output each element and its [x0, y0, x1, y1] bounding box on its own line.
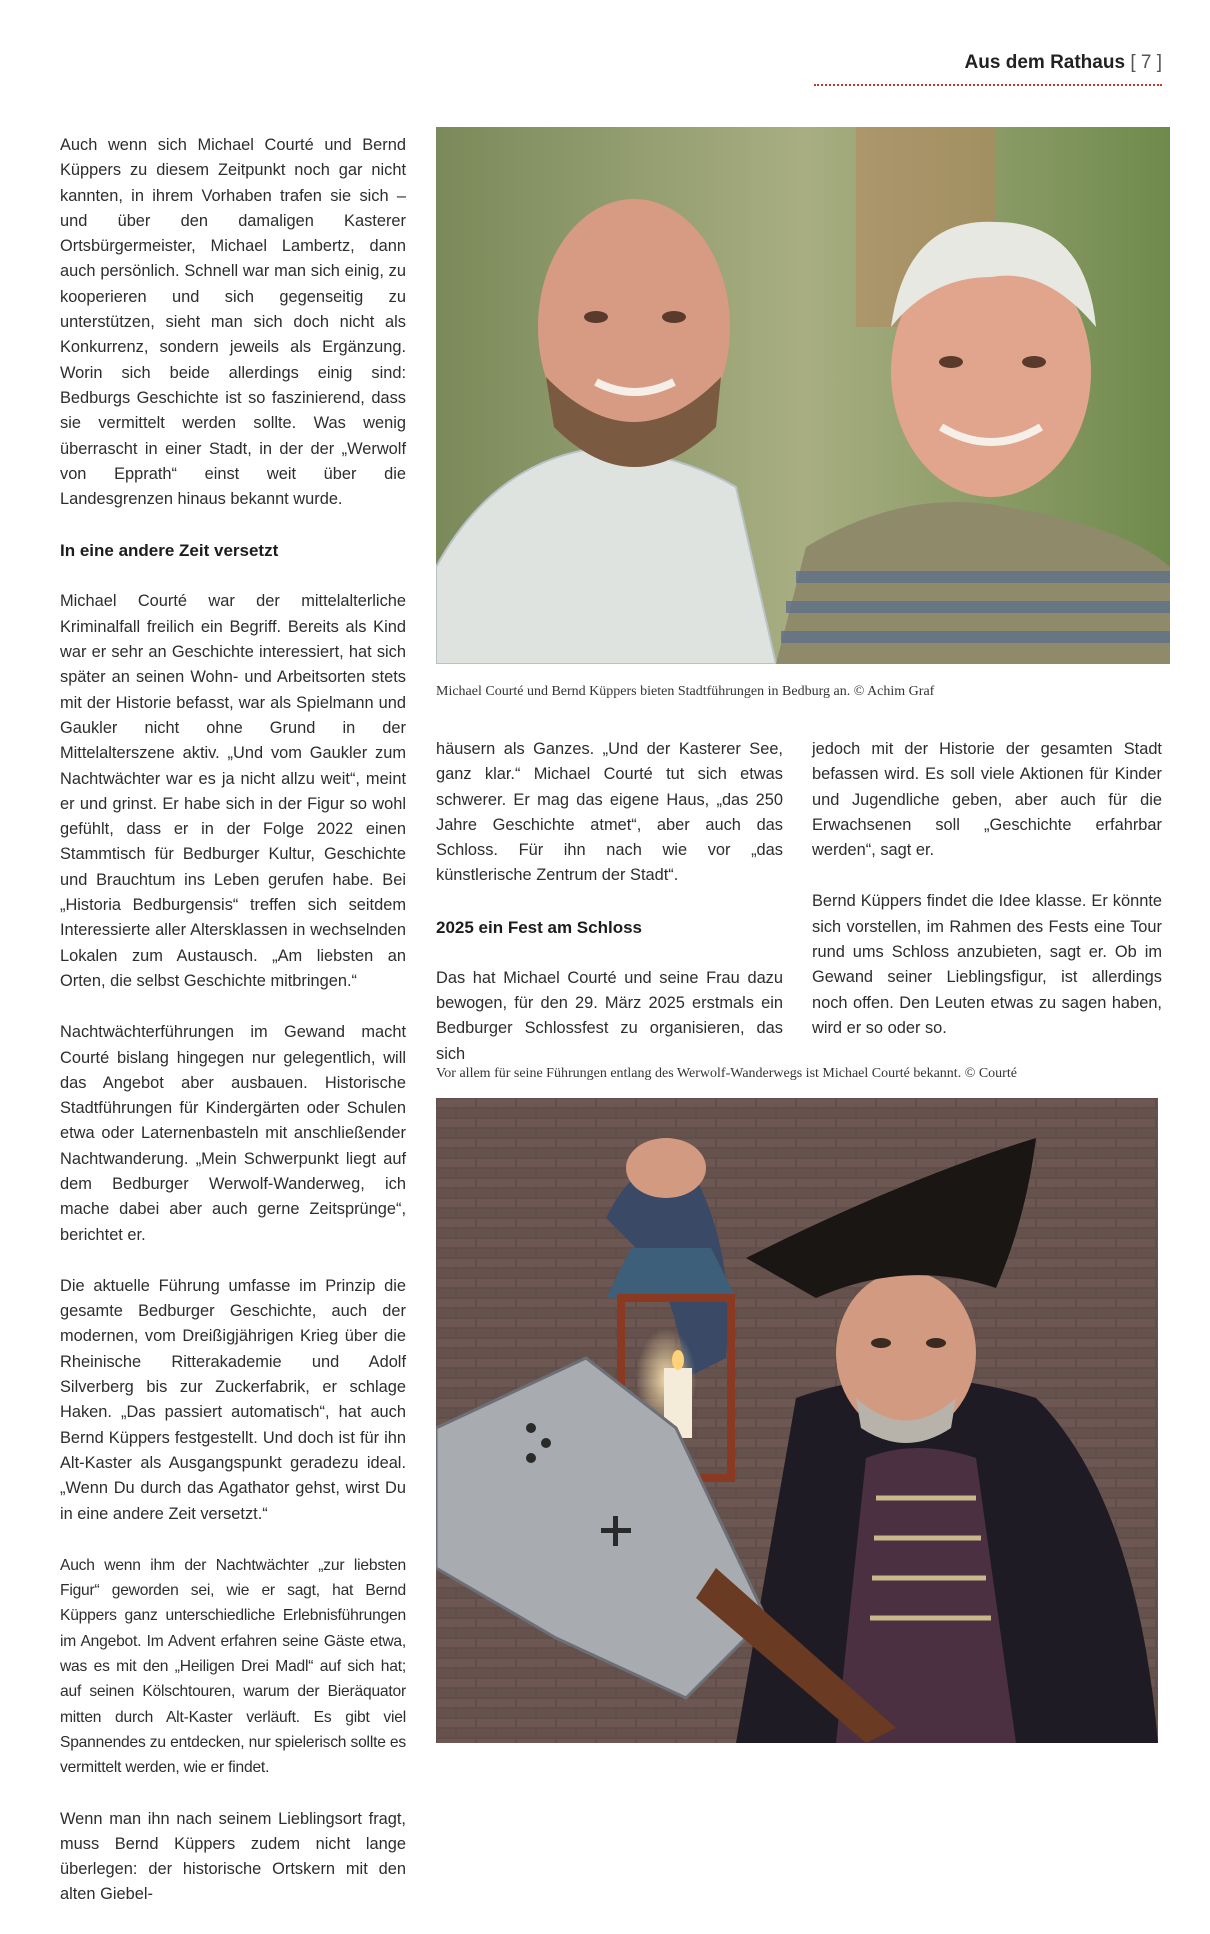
- subheading: 2025 ein Fest am Schloss: [436, 917, 642, 937]
- photo-caption: Michael Courté und Bernd Küppers bieten Stadtführungen in Bedburg an. © Achim Graf: [436, 684, 935, 699]
- middle-column: [436, 737, 783, 1093]
- photo-night-watchman: [436, 1098, 1158, 1743]
- header-dotted-rule: [814, 84, 1162, 86]
- paragraph: Wenn man ihn nach seinem Lieblingsort fragt, muss Bernd Küppers zudem nicht lange überlegen: der historische Ortskern mit den alten Giebel-: [60, 1809, 406, 1904]
- paragraph: Die aktuelle Führung umfasse im Prinzip die gesamte Bedburger Geschichte, auch der modernen, vom Dreißigjährigen Krieg über die Rheinische Ritterakademie und Adolf Silverberg bis zur Zuckerfabrik, er schlage Haken. „Das passiert automatisch“, hat auch Bernd Küppers festgestellt. Und doch ist für ihn Alt-Kaster als Ausgangspunkt geradezu ideal. „Wenn Du durch das Agathator gehst, wirst Du in eine andere Zeit versetzt.“: [60, 1276, 406, 1523]
- paragraph: Bernd Küppers findet die Idee klasse. Er könnte sich vorstellen, im Rahmen des Fests eine Tour rund ums Schloss anzubieten, sagt er. Ob im Gewand seiner Lieblingsfigur, ist allerdings noch offen. Den Leuten etwas zu sagen haben, wird er so oder so.: [812, 892, 1162, 1037]
- photo-two-men: [436, 127, 1170, 664]
- section-title: Aus dem Rathaus: [964, 52, 1126, 73]
- paragraph: Auch wenn ihm der Nachtwächter „zur liebsten Figur“ geworden sei, wie er sagt, hat Bernd Küppers ganz unterschiedliche Erlebnisführungen im Angebot. Im Advent erfahren seine Gäste etwa, was es mit den „Heiligen Drei Madl“ auf sich hat; auf seinen Kölschtouren, warum der Bieräquator mitten durch Alt-Kaster verläuft. Es gibt viel Spannendes zu entdecken, nur spielerisch sollte es vermittelt werden, wie er findet.: [60, 1556, 406, 1777]
- photo-two-men-illustration: [436, 127, 1170, 664]
- left-column: [60, 133, 406, 1934]
- right-column: [812, 737, 1162, 1067]
- paragraph: häusern als Ganzes. „Und der Kasterer See, ganz klar.“ Michael Courté tut sich etwas schwerer. Er mag das eigene Haus, „das 250 Jahre Geschichte atmet“, aber auch das Schloss. Für ihn nach wie vor „das künstlerische Zentrum der Stadt“.: [436, 740, 783, 885]
- page-number: [ 7 ]: [1130, 52, 1162, 73]
- paragraph: Michael Courté war der mittelalterliche Kriminalfall freilich ein Begriff. Bereits als Kind war er sehr an Geschichte interessiert, hat sich später an seinen Wohn- und Arbeitsorten stets mit der Historie befasst, war als Spielmann und Gaukler nicht ohne Grund in der Mittelalterszene aktiv. „Und vom Gaukler zum Nachtwächter war es ja nicht allzu weit“, meint er und grinst. Er habe sich in der Figur so wohl gefühlt, dass er in der Folge 2022 einen Stammtisch für Bedburger Kultur, Geschichte und Brauchtum ins Leben gerufen habe. Bei „Historia Bedburgensis“ treffen sich seitdem Interessierte aller Altersklassen in wechselnden Lokalen zum Austausch. „Am liebsten an Orten, die selbst Geschichte mitbringen.“: [60, 592, 406, 990]
- page-header: [762, 52, 1162, 74]
- photo-caption: Vor allem für seine Führungen entlang des Werwolf-Wanderwegs ist Michael Courté bekannt. © Courté: [436, 1066, 1017, 1081]
- subheading: In eine andere Zeit versetzt: [60, 541, 279, 561]
- paragraph: Auch wenn sich Michael Courté und Bernd Küppers zu diesem Zeitpunkt noch gar nicht kannten, in ihrem Vorhaben trafen sie sich – und über den damaligen Kasterer Ortsbürgermeister, Michael Lambertz, dann auch persönlich. Schnell war man sich einig, zu kooperieren und sich gegenseitig zu unterstützen, sieht man sich doch nicht als Konkurrenz, sondern jeweils als Ergänzung. Worin sich beide allerdings einig sind: Bedburgs Geschichte ist so faszinierend, dass sie vermittelt werden sollte. Was wenig überrascht in einer Stadt, in der der „Werwolf von Epprath“ einst weit über die Landesgrenzen hinaus bekannt wurde.: [60, 136, 406, 509]
- photo-night-watchman-illustration: [436, 1098, 1158, 1743]
- paragraph: Das hat Michael Courté und seine Frau dazu bewogen, für den 29. März 2025 erstmals ein Bedburger Schlossfest zu organisieren, das sich: [436, 968, 783, 1063]
- paragraph: Nachtwächterführungen im Gewand macht Courté bislang hingegen nur gelegentlich, will das Angebot aber ausbauen. Historische Stadtführungen für Kindergärten oder Schulen etwa oder Laternenbasteln mit anschließender Nachtwanderung. „Mein Schwerpunkt liegt auf dem Bedburger Werwolf-Wanderweg, ich mache dabei aber auch gerne Zeitsprünge“, berichtet er.: [60, 1023, 406, 1244]
- paragraph: jedoch mit der Historie der gesamten Stadt befassen wird. Es soll viele Aktionen für Kinder und Jugendliche geben, aber auch für die Erwachsenen soll „Geschichte erfahrbar werden“, sagt er.: [812, 740, 1162, 860]
